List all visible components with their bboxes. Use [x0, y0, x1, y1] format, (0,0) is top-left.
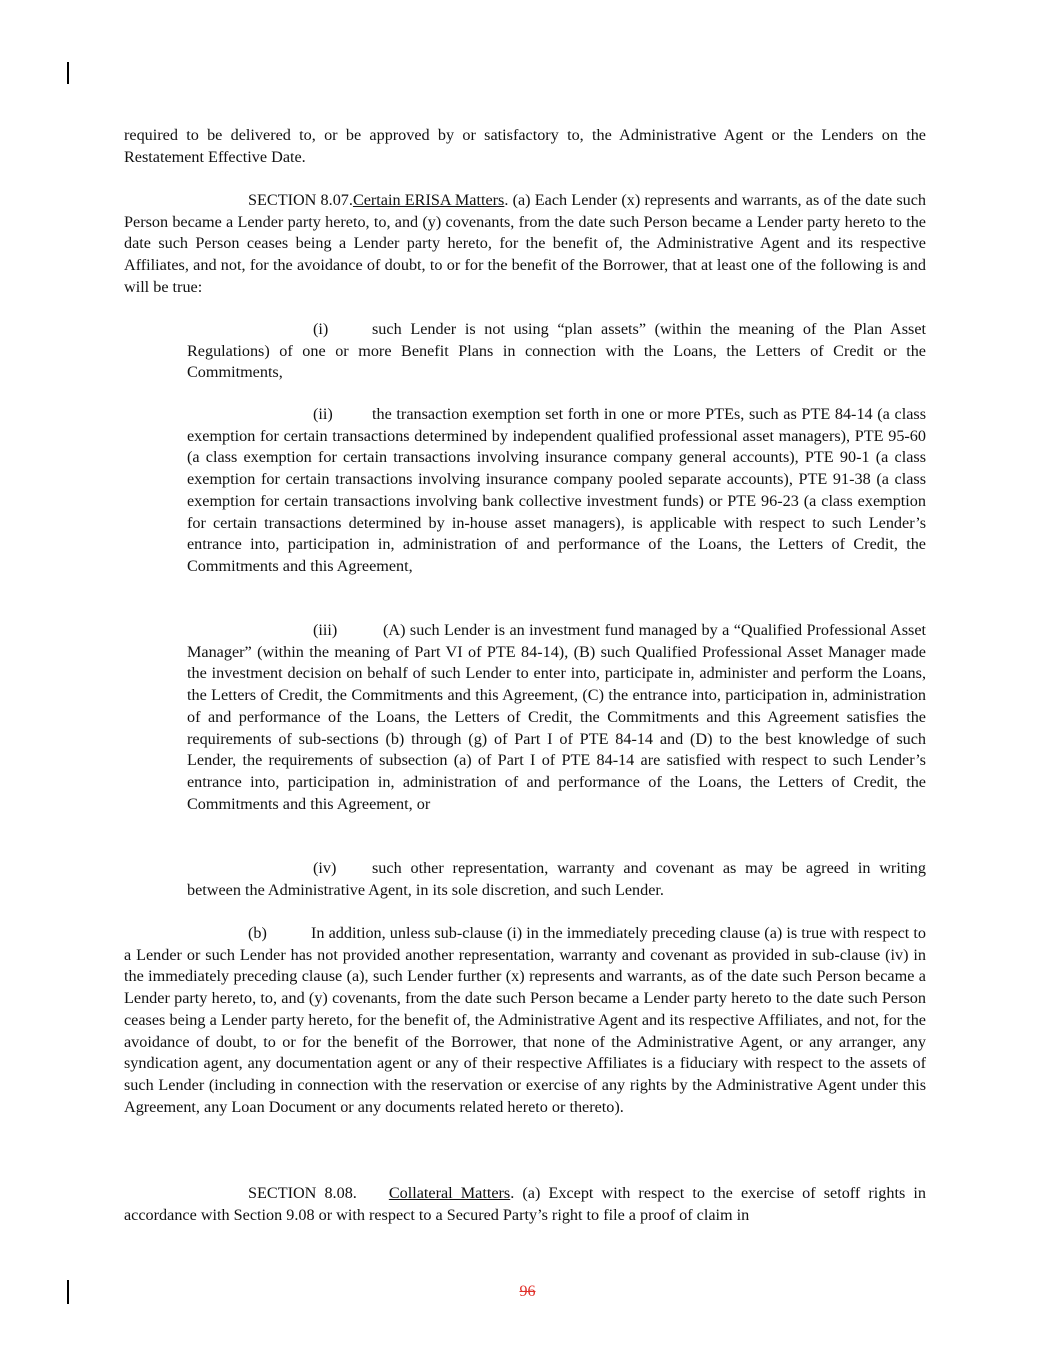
clause-iii-label: (iii)	[313, 621, 338, 639]
intro-paragraph	[124, 125, 926, 168]
clause-iv-text: such other representation, warranty and covenant as may be agreed in writing between the Administrative Agent, in its sole discretion, and such Lender.	[187, 859, 926, 899]
page-number: 96	[519, 1283, 536, 1300]
paragraph-b-text: In addition, unless sub-clause (i) in the immediately preceding clause (a) is true with respect to a Lender or such Lender has not provided another representation, warranty and covenant as provided in sub-clause (iv) in the immediately preceding clause (a), such Lender further (x) represents and warrants, as of the date such Person became a Lender party hereto, to, and (y) covenants, from the date such Person became a Lender party hereto to the date such Person ceases being a Lender party hereto, for the benefit of, the Administrative Agent and its respective Affiliates, and not, for the avoidance of doubt, to or for the benefit of the Borrower, that none of the Administrative Agent, or any arranger, any syndication agent, any documentation agent or any of their respective Affiliates is a fiduciary with respect to the assets of such Lender (including in connection with the reservation or exercise of any rights by the Administrative Agent under this Agreement, any Loan Document or any documents related hereto or thereto).	[124, 924, 926, 1116]
clause-iii-text: (A) such Lender is an investment fund managed by a “Qualified Professional Asset Manager” (within the meaning of Part VI of PTE 84-14), (B) such Qualified Professional Asset Manager made the investment decision on behalf of such Lender to enter into, participate in, administer and perform the Loans, the Letters of Credit, the Commitments and this Agreement, (C) the entrance into, participation in, administration of and performance of the Loans, the Letters of Credit, the Commitments and this Agreement satisfies the requirements of sub-sections (b) through (g) of Part I of PTE 84-14 and (D) to the best knowledge of such Lender, the requirements of subsection (a) of Part I of PTE 84-14 are satisfied with respect to such Lender’s entrance into, participation in, administration of and performance of the Loans, the Letters of Credit, the Commitments and this Agreement, or	[187, 621, 926, 813]
clause-ii-text: the transaction exemption set forth in one or more PTEs, such as PTE 84-14 (a class exemption for certain transactions determined by independent qualified professional asset managers), PTE 95-60 (a class exemption for certain transactions involving insurance company general accounts), PTE 90-1 (a class exemption for certain transactions involving insurance company pooled separate accounts), PTE 91-38 (a class exemption for certain transactions involving bank collective investment funds) or PTE 96-23 (a class exemption for certain transactions determined by in-house asset managers), is applicable with respect to such Lender’s entrance into, participation in, administration of and performance of the Loans, the Letters of Credit, the Commitments and this Agreement,	[187, 405, 926, 575]
clause-ii	[187, 404, 926, 578]
section-8-08-body: . (a) Except with respect to the exercise of setoff rights in accordance with Section 9.08 or with respect to a Secured Party’s right to file a proof of claim in	[124, 1184, 926, 1224]
clause-iv	[187, 858, 926, 901]
section-8-08	[124, 1183, 926, 1226]
section-8-07-title: Certain ERISA Matters	[352, 191, 505, 209]
paragraph-b-label: (b)	[248, 924, 267, 942]
paragraph-b	[124, 923, 926, 1118]
clause-iv-label: (iv)	[313, 859, 337, 877]
section-8-08-label: SECTION 8.08.	[248, 1184, 357, 1202]
clause-ii-label: (ii)	[313, 405, 333, 423]
section-8-08-title: Collateral Matters	[388, 1184, 511, 1202]
section-8-07	[124, 190, 926, 299]
intro-text: required to be delivered to, or be approved by or satisfactory to, the Administrative Agent or the Lenders on the Restatement Effective Date.	[124, 126, 926, 166]
clause-i-label: (i)	[313, 320, 329, 338]
section-8-07-label: SECTION 8.07.	[248, 191, 353, 209]
clause-iii	[187, 620, 926, 815]
clause-i	[187, 319, 926, 384]
change-bar-top	[67, 62, 69, 84]
clause-i-text: such Lender is not using “plan assets” (within the meaning of the Plan Asset Regulations) of one or more Benefit Plans in connection with the Loans, the Letters of Credit or the Commitments,	[187, 320, 926, 382]
section-8-07-body: . (a) Each Lender (x) represents and warrants, as of the date such Person became a Lender party hereto, to, and (y) covenants, from the date such Person became a Lender party hereto to the date such Person ceases being a Lender party hereto, for the benefit of, the Administrative Agent and its respective Affiliates, and not, for the avoidance of doubt, to or for the benefit of the Borrower, that at least one of the following is and will be true:	[124, 191, 926, 296]
